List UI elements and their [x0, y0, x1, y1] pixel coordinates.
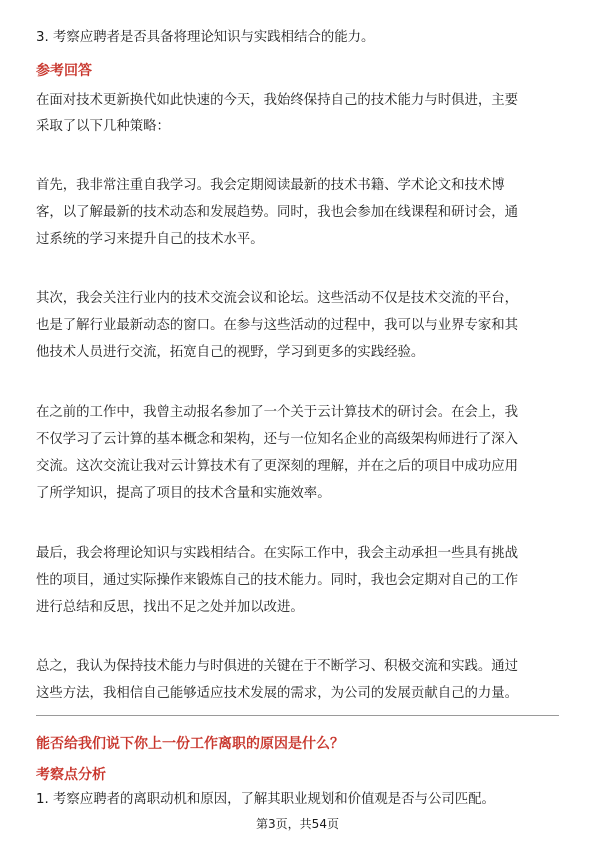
paragraph-line: 了所学知识，提高了项目的技术含量和实施效率。: [36, 486, 331, 501]
answer-heading: 参考回答: [36, 63, 92, 79]
section-divider: [36, 715, 559, 716]
paragraph-line: 其次，我会关注行业内的技术交流会议和论坛。这些活动不仅是技术交流的平台，: [36, 291, 519, 306]
paragraph-line: 采取了以下几种策略：: [36, 119, 170, 134]
paragraph-line: 在面对技术更新换代如此快速的今天，我始终保持自己的技术能力与时俱进，主要: [36, 93, 519, 108]
paragraph-line: 也是了解行业最新动态的窗口。在参与这些活动的过程中，我可以与业界专家和其: [36, 318, 519, 333]
paragraph-line: 过系统的学习来提升自己的技术水平。: [36, 232, 264, 247]
analysis-item: 1. 考察应聘者的离职动机和原因，了解其职业规划和价值观是否与公司匹配。: [36, 792, 495, 807]
paragraph-line: 不仅学习了云计算的基本概念和架构，还与一位知名企业的高级架构师进行了深入: [36, 432, 519, 447]
analysis-heading: 考察点分析: [36, 767, 106, 783]
paragraph-line: 进行总结和反思，找出不足之处并加以改进。: [36, 600, 304, 615]
paragraph-line: 交流。这次交流让我对云计算技术有了更深刻的理解，并在之后的项目中成功应用: [36, 459, 519, 474]
paragraph-line: 首先，我非常注重自我学习。我会定期阅读最新的技术书籍、学术论文和技术博: [36, 178, 505, 193]
paragraph-line: 总之，我认为保持技术能力与时俱进的关键在于不断学习、积极交流和实践。通过: [36, 659, 519, 674]
page-footer: 第3页，共54页: [256, 817, 339, 831]
paragraph-line: 最后，我会将理论知识与实践相结合。在实际工作中，我会主动承担一些具有挑战: [36, 546, 519, 561]
paragraph-line: 客，以了解最新的技术动态和发展趋势。同时，我也会参加在线课程和研讨会，通: [36, 205, 519, 220]
next-question-heading: 能否给我们说下你上一份工作离职的原因是什么？: [36, 736, 344, 752]
paragraph-line: 这些方法，我相信自己能够适应技术发展的需求，为公司的发展贡献自己的力量。: [36, 686, 519, 701]
paragraph-line: 性的项目，通过实际操作来锻炼自己的技术能力。同时，我也会定期对自己的工作: [36, 573, 519, 588]
paragraph-line: 他技术人员进行交流，拓宽自己的视野，学习到更多的实践经验。: [36, 345, 425, 360]
paragraph-line: 在之前的工作中，我曾主动报名参加了一个关于云计算技术的研讨会。在会上，我: [36, 405, 519, 420]
question-continued: 3. 考察应聘者是否具备将理论知识与实践相结合的能力。: [36, 30, 375, 45]
